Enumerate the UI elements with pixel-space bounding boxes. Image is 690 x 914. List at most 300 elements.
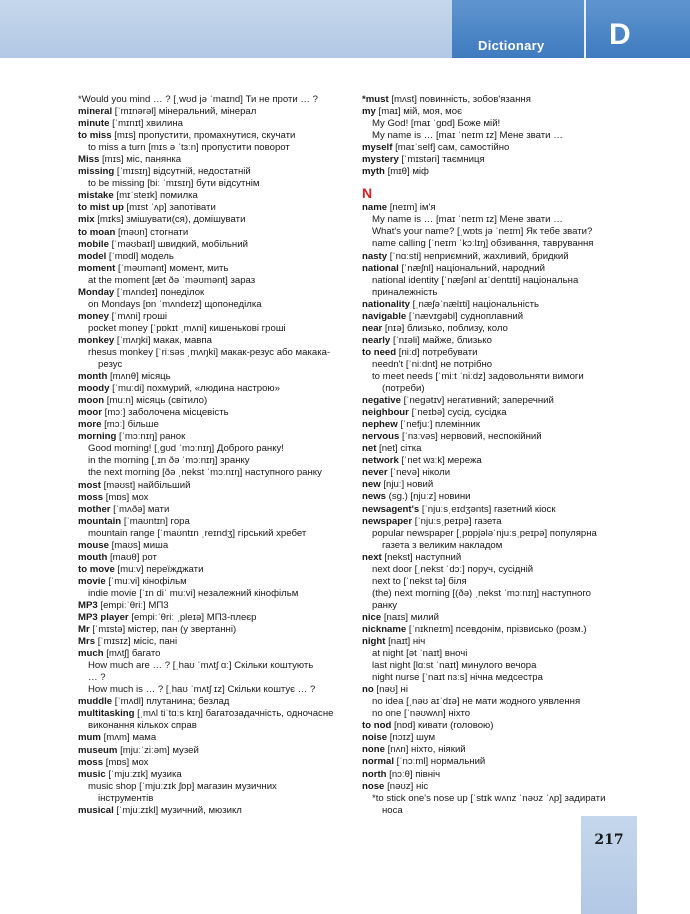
entry-text: *Would you mind … ? [ˌwʊd jə ˈmaɪnd] Ти не проти … ?: [78, 94, 319, 105]
headword: news: [362, 491, 386, 503]
entry-text: [mɪks] змішувати(ся), домішувати: [94, 214, 246, 226]
headword: *must: [362, 94, 389, 105]
entry-text: [naɪs] милий: [381, 611, 440, 623]
entry-text: [ˈnjuːsˌeɪdʒənts] газетний кіоск: [419, 503, 556, 515]
headword: myth: [362, 166, 385, 178]
entry-text: [nɔːθ] північ: [386, 768, 441, 780]
page-number: 217: [594, 832, 624, 848]
headword: to mist up: [78, 202, 124, 214]
headword: my: [362, 106, 376, 118]
entry-example: [78, 588, 348, 600]
headword: near: [362, 322, 383, 334]
headword: much: [78, 648, 104, 660]
headword: mouse: [78, 539, 109, 551]
m-entries-continued: [362, 94, 627, 178]
entry-text: [ˈnɪkneɪm] псевдонім, прізвисько (розм.): [406, 623, 587, 635]
headword: more: [78, 419, 102, 431]
entry-text: [maʊθ] рот: [107, 551, 157, 563]
entry-example: [78, 528, 348, 540]
dictionary-entry: [78, 214, 348, 226]
dictionary-entry: [78, 757, 348, 769]
dictionary-entry: [78, 552, 348, 564]
dictionary-entry: [362, 744, 627, 756]
entry-text: [maɪˈself] сам, самостійно: [392, 142, 510, 154]
right-column: [362, 94, 627, 817]
dictionary-entry: [78, 287, 348, 299]
headword: morning: [78, 431, 117, 443]
dictionary-entry: [362, 347, 627, 359]
dictionary-entry: [78, 504, 348, 516]
dictionary-entry: [78, 106, 348, 118]
headword: to need: [362, 346, 397, 358]
dictionary-entry: [362, 263, 627, 275]
entry-text: [ˌmʌl tiˈtɑːs kɪŋ] багатозадачність, одночасне: [134, 708, 334, 720]
entry-example: [362, 238, 627, 250]
dictionary-entry: [78, 419, 348, 431]
entry-text: [net] сітка: [376, 443, 422, 455]
entry-text: [nɔɪz] шум: [387, 732, 436, 744]
headword: to moan: [78, 226, 116, 238]
entry-text: [ˈneɪbə] сусід, сусідка: [408, 407, 507, 419]
entry-text: popular newspaper [ˌpɒpjələˈnjuːsˌpeɪpə] популярна: [372, 527, 597, 539]
entry-example: [362, 287, 627, 299]
entry-text: [məʊn] стогнати: [115, 226, 189, 238]
entry-text: [ˈməʊbaɪl] швидкий, мобільний: [108, 238, 248, 250]
headword: no: [362, 684, 374, 696]
dictionary-entry: [362, 781, 627, 793]
dictionary-entry: [362, 467, 627, 479]
headword: to nod: [362, 720, 392, 732]
entry-text: name calling [ˈneɪm ˈkɔːlɪŋ] обзивання, таврування: [372, 238, 594, 250]
entry-text: Good morning! [ˌɡʊd ˈmɔːnɪŋ] Доброго ранку!: [88, 443, 284, 455]
entry-example: [78, 672, 348, 684]
entry-example: [78, 299, 348, 311]
entry-text: [mɒs] мох: [103, 756, 149, 768]
dictionary-entry: [78, 395, 348, 407]
entry-text: [nʌn] ніхто, ніякий: [384, 744, 466, 756]
entry-example: [362, 214, 627, 226]
dictionary-entry: [78, 769, 348, 781]
entry-text: pocket money [ˈpɒkɪt ˌmʌni] кишенькові гроші: [88, 322, 286, 334]
page-number-box: [581, 816, 637, 914]
entry-example: [362, 793, 627, 805]
dictionary-entry: [362, 769, 627, 781]
entry-text: [ˌnæʃəˈnælɪti] національність: [409, 298, 540, 310]
headword: mineral: [78, 106, 113, 118]
entry-text: [ˈnefjuː] племінник: [397, 419, 481, 431]
entry-text: [niːd] потребувати: [396, 346, 478, 358]
dictionary-entry: [362, 407, 627, 419]
headword: moss: [78, 491, 104, 503]
entry-text: national identity [ˈnæʃənl aɪˈdentɪti] національна: [372, 274, 579, 286]
entry-text: [nəʊz] ніс: [384, 780, 429, 792]
entry-text: [maʊs] миша: [108, 539, 169, 551]
entry-example: [362, 226, 627, 238]
headword: mum: [78, 732, 101, 744]
headword: month: [78, 371, 108, 383]
entry-text: газета з великим накладом: [382, 539, 503, 551]
headword: new: [362, 479, 381, 491]
entry-text: to meet needs [ˈmiːt ˈniːdz] задовольняти вимоги: [372, 370, 584, 382]
headword: nephew: [362, 419, 398, 431]
headword: nearly: [362, 334, 391, 346]
headword: monkey: [78, 334, 115, 346]
entry-text: last night [lɑːst ˈnaɪt] минулого вечора: [372, 660, 537, 672]
section-letter: D: [609, 18, 631, 51]
dictionary-entry: [362, 684, 627, 696]
entry-example: [78, 347, 348, 359]
headword: missing: [78, 166, 115, 178]
dictionary-entry: [78, 335, 348, 347]
headword: nervous: [362, 431, 400, 443]
headword: museum: [78, 744, 118, 756]
entry-text: My God! [maɪ ˈɡɒd] Боже мій!: [372, 118, 501, 130]
dictionary-entry: [78, 696, 348, 708]
entry-text: My name is … [maɪ ˈneɪm ɪz] Мене звати …: [372, 130, 563, 142]
dictionary-entry: [362, 479, 627, 491]
headword: negative: [362, 395, 401, 407]
entry-text: [ˈmɪsɪz] місіс, пані: [95, 636, 178, 648]
entry-text: [naɪt] ніч: [385, 636, 426, 648]
entry-example: [78, 781, 348, 793]
dictionary-entry: [78, 636, 348, 648]
headword: MP3: [78, 599, 98, 611]
tab-divider: [584, 0, 586, 58]
dictionary-entry: [78, 516, 348, 528]
entry-text: [empiːˈθriː ˌpleɪə] МП3-плеєр: [128, 612, 257, 624]
dictionary-entry: [78, 239, 348, 251]
entry-text: next to [ˈnekst tə] біля: [372, 575, 467, 587]
entry-example: [362, 708, 627, 720]
section-tab: [452, 0, 690, 58]
dictionary-entry: [78, 805, 348, 817]
entry-example: [362, 660, 627, 672]
headword: most: [78, 479, 101, 491]
entry-example: [78, 323, 348, 335]
headword: Mrs: [78, 636, 96, 648]
dictionary-entry: [78, 564, 348, 576]
entry-text: [ˈnɔːml] нормальний: [394, 756, 486, 768]
entry-text: [ˈmʌdl] плутанина; безлад: [112, 696, 230, 708]
dictionary-entry: [78, 540, 348, 552]
left-column: [78, 94, 348, 817]
headword: mobile: [78, 238, 109, 250]
dictionary-entry: [78, 190, 348, 202]
dictionary-entry: [78, 154, 348, 166]
headword: net: [362, 443, 377, 455]
entry-example: [78, 142, 348, 154]
headword: mistake: [78, 190, 114, 202]
headword: nickname: [362, 623, 407, 635]
entry-text: [ˈnjuːsˌpeɪpə] газета: [412, 515, 502, 527]
entry-text: on Mondays [ɒn ˈmʌndeɪz] щопонеділка: [88, 298, 262, 310]
entry-text: next door [ˌnekst ˈdɔː] поруч, сусідній: [372, 563, 534, 575]
entry-text: [nəʊ] ні: [373, 684, 408, 696]
dictionary-entry: [362, 455, 627, 467]
headword: network: [362, 455, 399, 467]
entry-example: [362, 540, 627, 552]
entry-text: [ˈmjuːzɪkl] музичний, мюзикл: [113, 804, 242, 816]
entry-text: night nurse [ˈnaɪt nɜːs] нічна медсестра: [372, 672, 543, 684]
entry-example: [362, 696, 627, 708]
dictionary-entry: [78, 745, 348, 757]
entry-text: [ˈmʌŋki] макак, мавпа: [114, 334, 212, 346]
entry-text: [mʌnθ] місяць: [107, 371, 171, 383]
entry-text: the next morning [ðə ˌnekst ˈmɔːnɪŋ] наступного ранку: [88, 467, 322, 479]
dictionary-entry: [362, 756, 627, 768]
entry-text: [mɒs] мох: [103, 491, 149, 503]
headword: mystery: [362, 154, 399, 166]
entry-text: [ˈnɜːvəs] нервовий, неспокійний: [399, 431, 542, 443]
headword: mountain: [78, 515, 122, 527]
entry-text: [njuː] новий: [380, 479, 434, 491]
dictionary-entry: [78, 263, 348, 275]
entry-text: What's your name? [ˌwɒts jə ˈneɪm] Як тебе звати?: [372, 226, 593, 238]
entry-text: (sg.) [njuːz] новини: [386, 491, 471, 503]
entry-text: [ˈmʌðə] мати: [110, 503, 170, 515]
dictionary-entry: [78, 227, 348, 239]
entry-example: [362, 648, 627, 660]
dictionary-entry: [362, 552, 627, 564]
dictionary-entry: [362, 106, 627, 118]
entry-text: [mɪs] міс, панянка: [99, 154, 182, 166]
entry-text: [muːn] місяць (світило): [104, 395, 208, 407]
headword: newsagent's: [362, 503, 420, 515]
entry-text: [ˈmjuːzɪk] музика: [105, 768, 182, 780]
entry-text: [ˈmuːvi] кінофільм: [105, 575, 187, 587]
entry-text: How much are … ? [ˌhaʊ ˈmʌtʃ ɑː] Скільки коштують: [88, 660, 314, 672]
headword: MP3 player: [78, 612, 129, 624]
entry-text: to miss a turn [mɪs ə ˈtɜːn] пропустити поворот: [88, 142, 290, 154]
entry-text: [ˈnævɪɡəbl] судноплавний: [406, 310, 524, 322]
entry-text: at the moment [æt ðə ˈməʊmənt] зараз: [88, 274, 256, 286]
dictionary-entry: [78, 202, 348, 214]
dictionary-entry: [78, 431, 348, 443]
dictionary-entry: [362, 443, 627, 455]
dictionary-entry: [362, 94, 627, 106]
dictionary-entry: [78, 130, 348, 142]
entry-text: [ˈmaʊntɪn] гора: [121, 515, 190, 527]
headword: neighbour: [362, 407, 409, 419]
dictionary-entry: [362, 335, 627, 347]
entry-text: *to stick one's nose up [ˈstɪk wʌnz ˈnəʊz ˈʌp] задирати: [372, 792, 606, 804]
dictionary-entry: [362, 323, 627, 335]
entry-text: … ?: [88, 672, 106, 684]
headword: north: [362, 768, 387, 780]
dictionary-entry: [78, 311, 348, 323]
entry-example: [78, 720, 348, 732]
dictionary-entry: [362, 251, 627, 263]
headword: movie: [78, 575, 106, 587]
headword: muddle: [78, 696, 113, 708]
headword: navigable: [362, 310, 407, 322]
entry-text: [ˈnɪəli] майже, близько: [390, 334, 492, 346]
headword: moon: [78, 395, 105, 407]
entry-example: [362, 805, 627, 817]
dictionary-entry: [362, 395, 627, 407]
headword: minute: [78, 118, 110, 130]
headword: never: [362, 467, 388, 479]
entry-example: [362, 588, 627, 600]
dictionary-entry: [78, 383, 348, 395]
headword: moss: [78, 756, 104, 768]
dictionary-entry: [78, 708, 348, 720]
entry-example: [362, 359, 627, 371]
dictionary-entry: [78, 371, 348, 383]
dictionary-entry: [78, 732, 348, 744]
dictionary-entry: [362, 299, 627, 311]
headword: mix: [78, 214, 95, 226]
headword: myself: [362, 142, 393, 154]
entry-text: [mʌst] повинність, зобов'язання: [388, 94, 531, 105]
entry-text: [mɔː] більше: [101, 419, 159, 431]
dictionary-entry: [78, 492, 348, 504]
entry-text: [ˈmɔːnɪŋ] ранок: [116, 431, 186, 443]
headword: moor: [78, 407, 102, 419]
entry-text: [ˈmɪnɪt] хвилина: [109, 118, 183, 130]
entry-example: [362, 383, 627, 395]
entry-example: [362, 371, 627, 383]
entry-text: no one [ˈnəʊwʌn] ніхто: [372, 708, 471, 720]
entry-text: [ˈneɡətɪv] негативний; заперечний: [400, 395, 554, 407]
section-heading-n: N: [362, 185, 373, 202]
entry-text: [ˈmɪsɪŋ] відсутній, недостатній: [114, 166, 251, 178]
entry-text: [ˈnæʃnl] національний, народний: [398, 262, 545, 274]
entry-text: [ˈmɒdl] модель: [106, 250, 174, 262]
headword: musical: [78, 804, 114, 816]
headword: moody: [78, 383, 110, 395]
dictionary-entry: [78, 118, 348, 130]
headword: mother: [78, 503, 111, 515]
entry-text: [mɪs] пропустити, промахнутися, скучати: [111, 130, 296, 142]
dictionary-entry: [362, 419, 627, 431]
dictionary-entry: [78, 166, 348, 178]
entry-text: music shop [ˈmjuːzɪk ʃɒp] магазин музичних: [88, 780, 277, 792]
entry-text: [mɪst ˈʌp] запотівати: [123, 202, 216, 214]
entry-text: at night [ət ˈnaɪt] вночі: [372, 648, 468, 660]
headword: Miss: [78, 154, 100, 166]
entry-text: [ˈnet wɜːk] мережа: [398, 455, 482, 467]
entry-example: [78, 455, 348, 467]
dictionary-entry: [78, 624, 348, 636]
headword: name: [362, 202, 388, 214]
dictionary-entry: [362, 612, 627, 624]
dictionary-entry: [362, 720, 627, 732]
headword: nice: [362, 611, 382, 623]
headword: next: [362, 551, 382, 563]
entry-text: in the morning [ˌɪn ðə ˈmɔːnɪŋ] зранку: [88, 455, 250, 467]
dictionary-entry: [362, 154, 627, 166]
entry-text: [maɪ] мій, моя, моє: [375, 106, 462, 118]
dictionary-entry: [78, 648, 348, 660]
headword: nationality: [362, 298, 410, 310]
n-entries: [362, 202, 627, 816]
entry-text: [məʊst] найбільший: [100, 479, 191, 491]
entry-text: резус: [98, 359, 123, 371]
dictionary-entry: [78, 480, 348, 492]
entry-text: [mɪˈsteɪk] помилка: [113, 190, 198, 202]
entry-text: rhesus monkey [ˈriːsəs ˌmʌŋki] макак-резус або макака-: [88, 346, 331, 358]
headword: to miss: [78, 130, 112, 142]
dictionary-entry: [362, 202, 627, 214]
entry-text: no idea [ˌnəʊ aɪˈdɪə] не мати жодного уявлення: [372, 696, 581, 708]
headword: normal: [362, 756, 394, 768]
entry-example: [362, 130, 627, 142]
entry-text: [mɪθ] міф: [384, 166, 429, 178]
entry-text: [mɔː] заболочена місцевість: [101, 407, 229, 419]
entry-text: (the) next morning [(ðə) ˌnekst ˈmɔːnɪŋ] наступного: [372, 587, 591, 599]
section-label: Dictionary: [478, 38, 545, 53]
headword: money: [78, 310, 109, 322]
entry-text: to be missing [biː ˈmɪsɪŋ] бути відсутнім: [88, 178, 260, 190]
entry-example: [78, 275, 348, 287]
entry-text: (потреби): [382, 383, 425, 395]
entry-example: [78, 359, 348, 371]
entry-example: [78, 443, 348, 455]
entry-text: [empiːˈθriː] МП3: [97, 599, 169, 611]
entry-text: [nɒd] кивати (головою): [391, 720, 494, 732]
entry-text: [ˈmɪstəri] таємниця: [398, 154, 485, 166]
dictionary-entry: [78, 576, 348, 588]
entry-text: needn't [ˈniːdnt] не потрібно: [372, 358, 493, 370]
dictionary-entry: [362, 166, 627, 178]
dictionary-entry: [362, 504, 627, 516]
headword: noise: [362, 732, 388, 744]
entry-text: [ˈmʌndeɪ] понеділок: [114, 286, 205, 298]
entry-example: [78, 660, 348, 672]
headword: nasty: [362, 250, 388, 262]
headword: national: [362, 262, 399, 274]
entry-text: [neɪm] ім'я: [387, 202, 436, 214]
entry-text: [ˈnɑːsti] неприємний, жахливий, бридкий: [387, 250, 569, 262]
entry-example: [362, 275, 627, 287]
headword: newspaper: [362, 515, 413, 527]
entry-text: носа: [382, 804, 403, 816]
entry-text: My name is … [maɪ ˈneɪm ɪz] Мене звати …: [372, 214, 563, 226]
entry-example: [78, 684, 348, 696]
entry-text: [mjuːˈziːəm] музей: [117, 744, 199, 756]
dictionary-entry: [362, 311, 627, 323]
dictionary-entry: [78, 612, 348, 624]
entry-text: виконання кількох справ: [88, 720, 197, 732]
headword: Mr: [78, 624, 90, 636]
entry-example: [362, 528, 627, 540]
entry-text: indie movie [ˈɪn diˈ muːvi] незалежний кінофільм: [88, 587, 299, 599]
entry-text: [ˈnevə] ніколи: [387, 467, 451, 479]
entry-text: [ˈməʊmənt] момент, мить: [115, 262, 229, 274]
dictionary-entry: [362, 636, 627, 648]
headword: moment: [78, 262, 116, 274]
entry-text: How much is … ? [ˌhaʊ ˈmʌtʃ ɪz] Скільки коштує … ?: [88, 684, 316, 696]
entry-example: [362, 672, 627, 684]
dictionary-entry: [362, 431, 627, 443]
dictionary-entry: [78, 94, 348, 106]
entry-text: [nekst] наступний: [381, 551, 462, 563]
headword: none: [362, 744, 385, 756]
dictionary-entry: [362, 491, 627, 503]
entry-text: [ˈmuːdi] похмурий, «людина настрою»: [109, 383, 280, 395]
headword: night: [362, 636, 386, 648]
dictionary-entry: [78, 251, 348, 263]
headword: nose: [362, 780, 385, 792]
entry-text: [mʌm] мама: [100, 732, 157, 744]
dictionary-entry: [362, 732, 627, 744]
entry-example: [362, 576, 627, 588]
headword: mouth: [78, 551, 108, 563]
entry-text: приналежність: [372, 286, 438, 298]
headword: model: [78, 250, 107, 262]
dictionary-entry: [362, 624, 627, 636]
